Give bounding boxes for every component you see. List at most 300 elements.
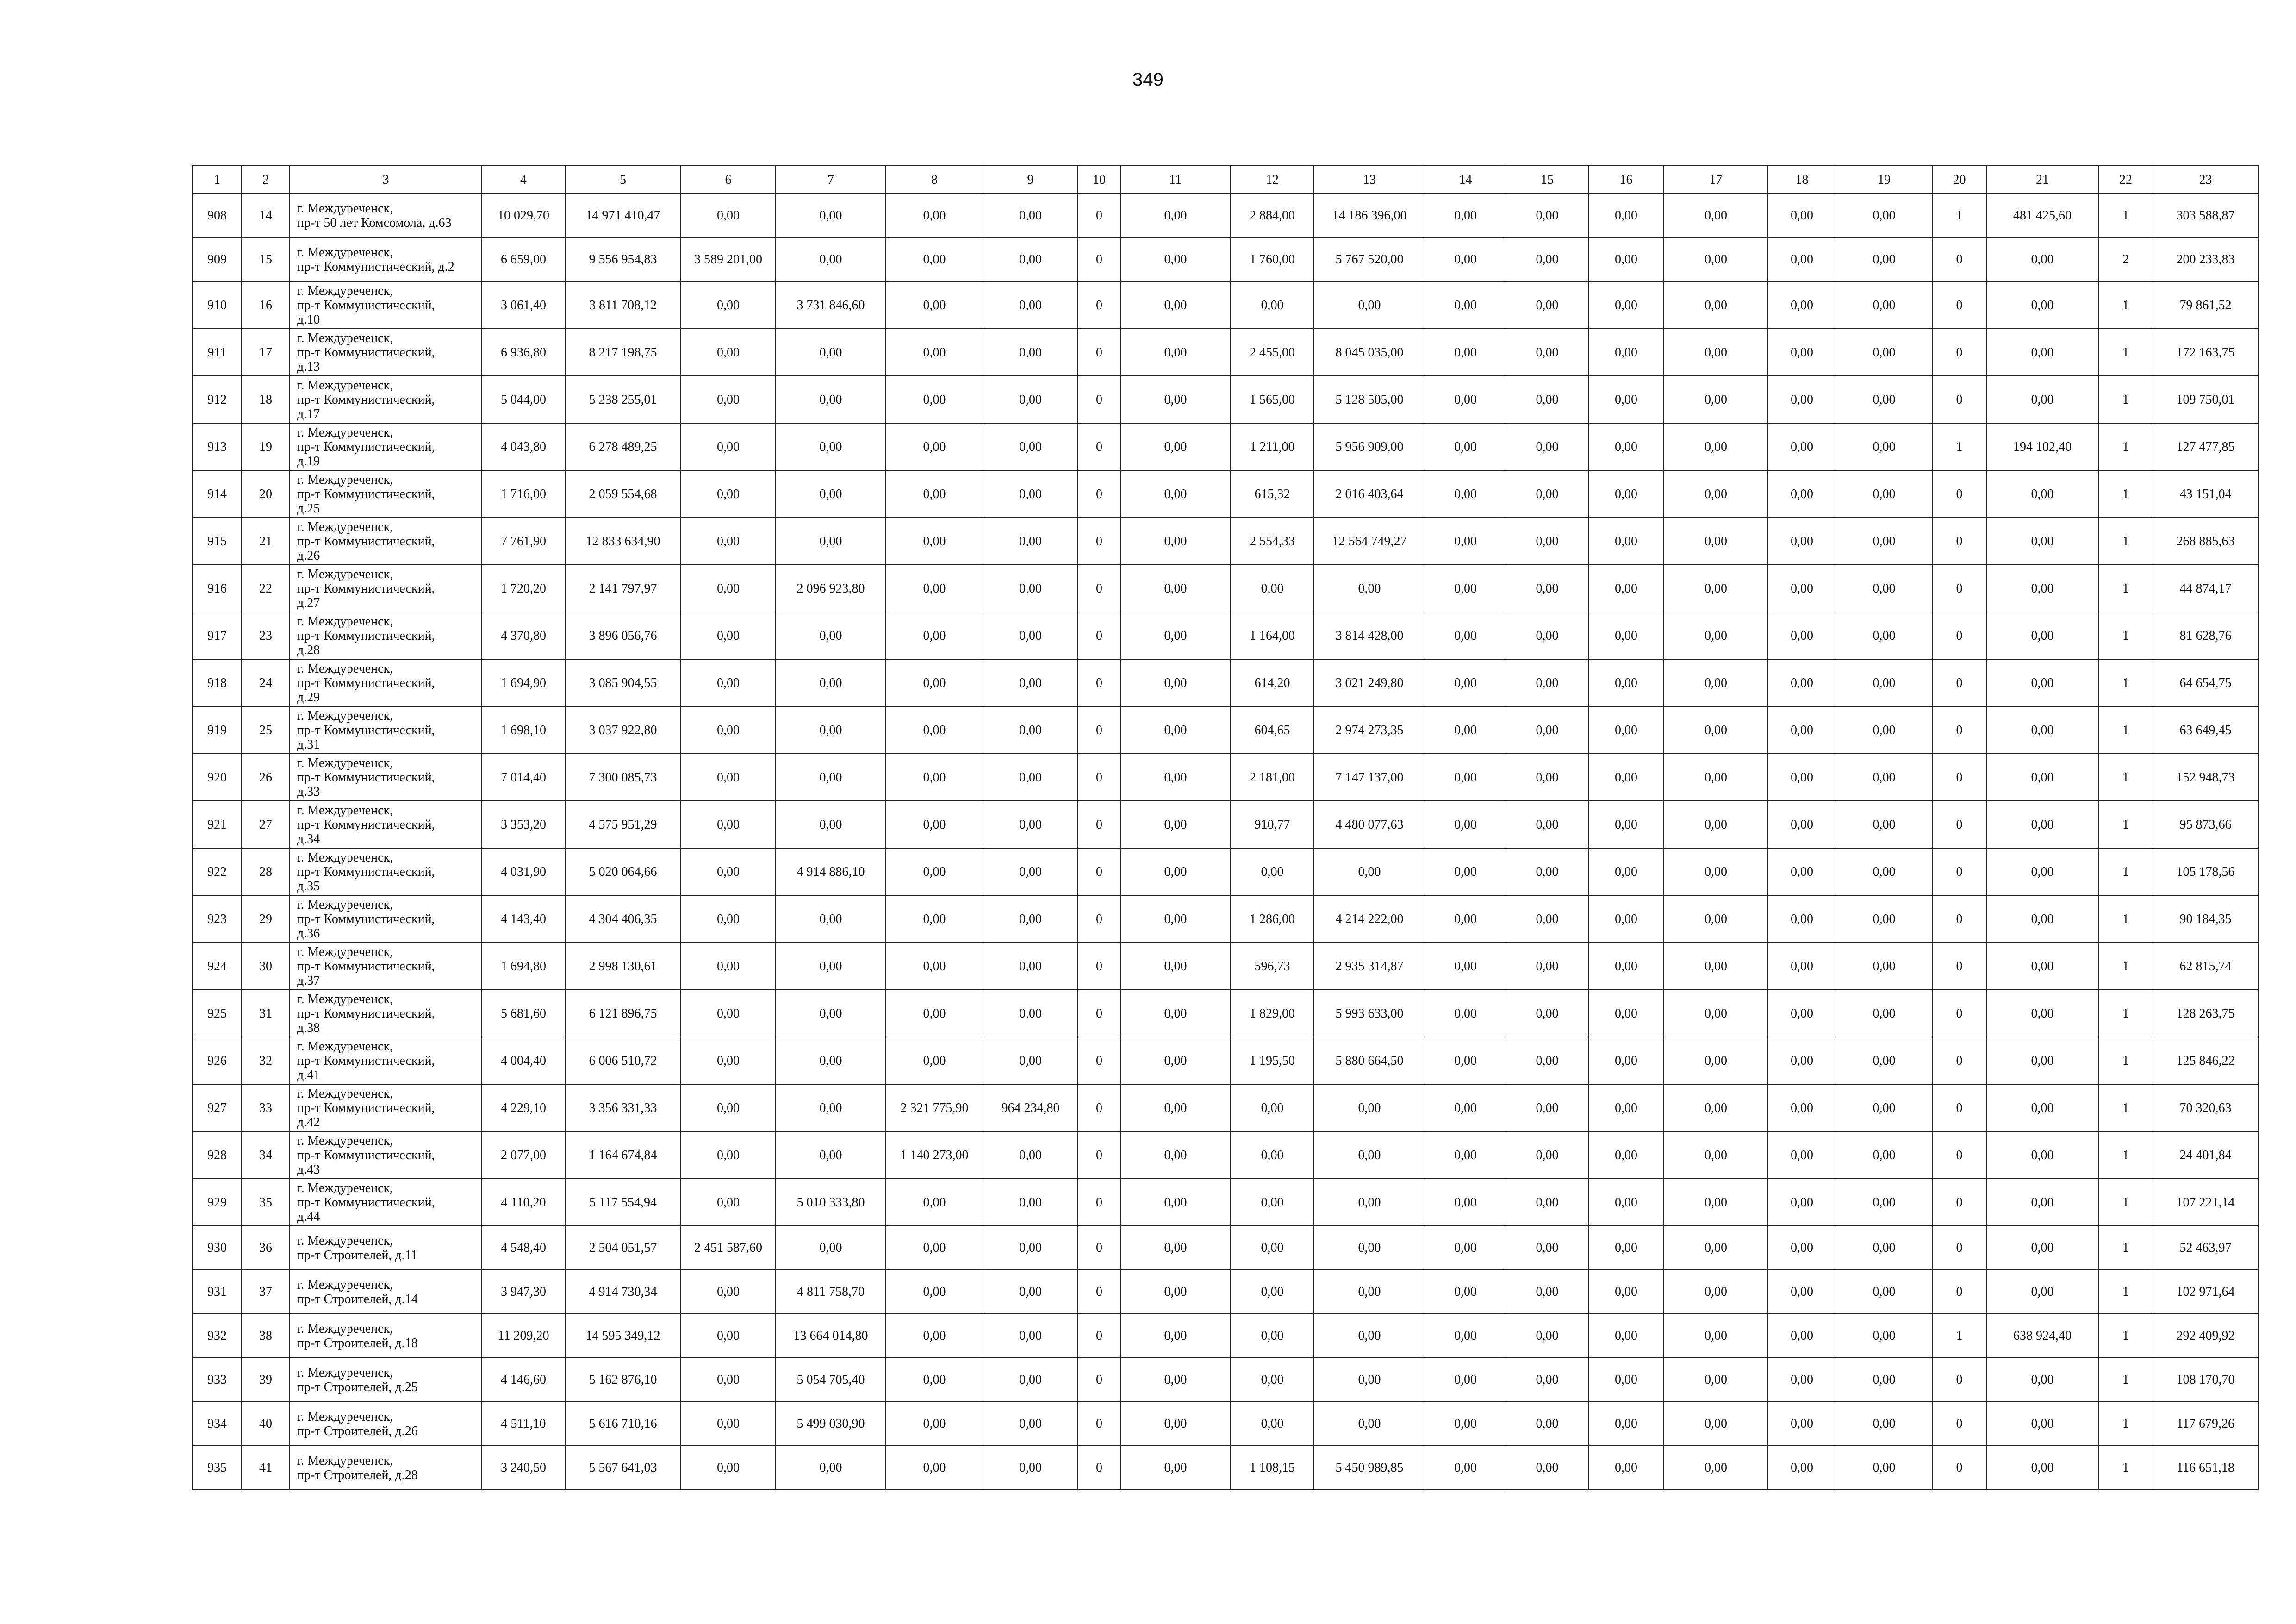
- table-row: [193, 237, 2258, 281]
- table-cell: 0,00: [886, 754, 983, 801]
- table-cell: 0,00: [886, 801, 983, 848]
- table-cell: 31: [242, 990, 290, 1037]
- table-cell: 0,00: [1120, 329, 1231, 376]
- table-cell: 1: [1932, 194, 1986, 237]
- address-line: пр-т Строителей, д.11: [297, 1248, 417, 1262]
- table-cell: 0,00: [1425, 237, 1506, 281]
- table-cell: 1: [2098, 659, 2153, 706]
- table-cell: 4 811 758,70: [776, 1270, 886, 1314]
- table-cell: 0,00: [1836, 848, 1932, 895]
- table-cell: 0,00: [1986, 612, 2098, 659]
- table-cell: 0,00: [1120, 754, 1231, 801]
- table-cell: 0,00: [1986, 376, 2098, 423]
- table-cell: 6 278 489,25: [565, 423, 681, 470]
- table-cell: 1 195,50: [1231, 1037, 1314, 1084]
- table-cell: 0,00: [1425, 1446, 1506, 1490]
- table-row: [193, 1446, 2258, 1490]
- table-cell: 0: [1078, 1037, 1120, 1084]
- table-cell: 0,00: [886, 329, 983, 376]
- table-cell: 0,00: [983, 990, 1078, 1037]
- table-cell: 0,00: [983, 895, 1078, 943]
- table-cell: 5 450 989,85: [1314, 1446, 1425, 1490]
- table-cell: 3 947,30: [482, 1270, 565, 1314]
- table-cell: 0,00: [1506, 612, 1588, 659]
- table-cell: 0,00: [1836, 754, 1932, 801]
- table-cell: 0,00: [1506, 1358, 1588, 1402]
- table-cell: 27: [242, 801, 290, 848]
- table-cell: 79 861,52: [2153, 281, 2258, 329]
- table-cell: 81 628,76: [2153, 612, 2258, 659]
- address-line: г. Междуреченск,: [297, 425, 393, 440]
- address-cell: [290, 848, 482, 895]
- address-cell: [290, 518, 482, 565]
- table-cell: 0: [1078, 1446, 1120, 1490]
- table-cell: 0: [1078, 565, 1120, 612]
- address-line: г. Междуреченск,: [297, 331, 393, 345]
- table-cell: 911: [193, 329, 242, 376]
- table-cell: 0,00: [1425, 1314, 1506, 1358]
- table-cell: 0,00: [983, 848, 1078, 895]
- table-cell: 921: [193, 801, 242, 848]
- table-cell: 1 286,00: [1231, 895, 1314, 943]
- table-cell: 1: [1932, 1314, 1986, 1358]
- table-cell: 0,00: [1314, 281, 1425, 329]
- column-header: 16: [1588, 166, 1664, 194]
- table-cell: 3 589 201,00: [681, 237, 776, 281]
- table-cell: 0: [1932, 1358, 1986, 1402]
- table-cell: 0,00: [1120, 1131, 1231, 1179]
- address-line: пр-т Коммунистический,: [297, 345, 435, 360]
- table-cell: 0,00: [1506, 281, 1588, 329]
- column-header: 19: [1836, 166, 1932, 194]
- table-row: [193, 423, 2258, 470]
- table-cell: 0,00: [681, 1131, 776, 1179]
- table-cell: 0,00: [1314, 1179, 1425, 1226]
- table-cell: 0,00: [1986, 1037, 2098, 1084]
- table-cell: 0,00: [1588, 237, 1664, 281]
- table-cell: 0,00: [681, 659, 776, 706]
- table-cell: 0,00: [776, 194, 886, 237]
- table-cell: 0,00: [1836, 1226, 1932, 1270]
- address-line: пр-т Коммунистический,: [297, 392, 435, 407]
- address-cell: [290, 1226, 482, 1270]
- table-row: [193, 1226, 2258, 1270]
- table-cell: 2 998 130,61: [565, 943, 681, 990]
- column-header: 1: [193, 166, 242, 194]
- table-cell: 0,00: [1425, 1037, 1506, 1084]
- address-line: пр-т Коммунистический, д.2: [297, 259, 454, 274]
- address-line: пр-т 50 лет Комсомола, д.63: [297, 215, 452, 230]
- table-cell: 916: [193, 565, 242, 612]
- table-cell: 44 874,17: [2153, 565, 2258, 612]
- table-cell: 0,00: [1986, 1179, 2098, 1226]
- table-cell: 0,00: [886, 659, 983, 706]
- table-cell: 8 217 198,75: [565, 329, 681, 376]
- table-cell: 0,00: [1506, 1179, 1588, 1226]
- table-cell: 6 006 510,72: [565, 1037, 681, 1084]
- table-cell: 3 356 331,33: [565, 1084, 681, 1131]
- table-cell: 0: [1932, 237, 1986, 281]
- table-row: [193, 1179, 2258, 1226]
- table-cell: 0: [1932, 801, 1986, 848]
- table-cell: 0,00: [1231, 565, 1314, 612]
- address-line: д.10: [297, 312, 320, 327]
- address-line: д.37: [297, 973, 320, 988]
- table-cell: 0,00: [1231, 1179, 1314, 1226]
- table-cell: 930: [193, 1226, 242, 1270]
- address-line: г. Междуреченск,: [297, 245, 393, 260]
- address-cell: [290, 470, 482, 518]
- table-cell: 0,00: [1120, 281, 1231, 329]
- column-header: 18: [1768, 166, 1836, 194]
- table-cell: 0,00: [1986, 1131, 2098, 1179]
- table-row: [193, 565, 2258, 612]
- table-cell: 0: [1932, 1179, 1986, 1226]
- table-cell: 2 451 587,60: [681, 1226, 776, 1270]
- table-cell: 0,00: [1836, 659, 1932, 706]
- table-cell: 0,00: [886, 1358, 983, 1402]
- address-line: пр-т Коммунистический,: [297, 439, 435, 454]
- table-cell: 117 679,26: [2153, 1402, 2258, 1446]
- table-cell: 0: [1078, 1226, 1120, 1270]
- table-cell: 0: [1078, 1179, 1120, 1226]
- table-cell: 0,00: [1664, 706, 1768, 754]
- table-cell: 0,00: [1120, 1179, 1231, 1226]
- address-line: пр-т Строителей, д.26: [297, 1424, 418, 1438]
- table-cell: 0,00: [983, 943, 1078, 990]
- table-cell: 0,00: [776, 1226, 886, 1270]
- table-cell: 1: [1932, 423, 1986, 470]
- table-cell: 0,00: [1425, 194, 1506, 237]
- table-cell: 0,00: [1314, 565, 1425, 612]
- column-header: 7: [776, 166, 886, 194]
- column-header: 17: [1664, 166, 1768, 194]
- table-cell: 0,00: [1836, 1446, 1932, 1490]
- table-cell: 931: [193, 1270, 242, 1314]
- table-cell: 0,00: [983, 1314, 1078, 1358]
- table-cell: 0,00: [1836, 1402, 1932, 1446]
- table-cell: 0,00: [1768, 754, 1836, 801]
- table-cell: 0,00: [983, 1131, 1078, 1179]
- table-cell: 4 548,40: [482, 1226, 565, 1270]
- table-cell: 1 211,00: [1231, 423, 1314, 470]
- table-cell: 292 409,92: [2153, 1314, 2258, 1358]
- table-cell: 0,00: [1506, 801, 1588, 848]
- table-cell: 0,00: [1588, 565, 1664, 612]
- table-cell: 0,00: [1664, 237, 1768, 281]
- table-row: [193, 1037, 2258, 1084]
- table-cell: 0,00: [1120, 237, 1231, 281]
- address-cell: [290, 1446, 482, 1490]
- table-cell: 0,00: [776, 895, 886, 943]
- table-cell: 0,00: [681, 754, 776, 801]
- table-cell: 1: [2098, 376, 2153, 423]
- table-cell: 0,00: [1986, 848, 2098, 895]
- table-cell: 604,65: [1231, 706, 1314, 754]
- table-cell: 3 085 904,55: [565, 659, 681, 706]
- table-cell: 910,77: [1231, 801, 1314, 848]
- table-cell: 0,00: [1588, 848, 1664, 895]
- table-row: [193, 194, 2258, 237]
- table-cell: 0,00: [886, 1037, 983, 1084]
- table-cell: 0,00: [1425, 565, 1506, 612]
- table-cell: 63 649,45: [2153, 706, 2258, 754]
- table-row: [193, 943, 2258, 990]
- table-cell: 0,00: [983, 194, 1078, 237]
- table-cell: 34: [242, 1131, 290, 1179]
- table-cell: 0: [1078, 329, 1120, 376]
- table-cell: 109 750,01: [2153, 376, 2258, 423]
- table-cell: 6 936,80: [482, 329, 565, 376]
- table-cell: 1 108,15: [1231, 1446, 1314, 1490]
- table-cell: 4 511,10: [482, 1402, 565, 1446]
- table-cell: 0,00: [776, 1446, 886, 1490]
- table-cell: 0,00: [886, 1270, 983, 1314]
- table-cell: 0,00: [1120, 1446, 1231, 1490]
- table-cell: 0,00: [1120, 1037, 1231, 1084]
- table-cell: 1 829,00: [1231, 990, 1314, 1037]
- table-cell: 0,00: [681, 1314, 776, 1358]
- table-cell: 928: [193, 1131, 242, 1179]
- table-cell: 0,00: [1986, 1270, 2098, 1314]
- table-cell: 52 463,97: [2153, 1226, 2258, 1270]
- table-cell: 0,00: [1768, 612, 1836, 659]
- table-cell: 70 320,63: [2153, 1084, 2258, 1131]
- table-cell: 920: [193, 754, 242, 801]
- table-cell: 19: [242, 423, 290, 470]
- column-header: 10: [1078, 166, 1120, 194]
- table-cell: 0: [1078, 1270, 1120, 1314]
- table-cell: 0,00: [1120, 990, 1231, 1037]
- table-cell: 0,00: [1836, 470, 1932, 518]
- table-cell: 0,00: [1836, 376, 1932, 423]
- address-line: пр-т Коммунистический,: [297, 298, 435, 312]
- table-cell: 0,00: [1768, 943, 1836, 990]
- table-cell: 2 455,00: [1231, 329, 1314, 376]
- table-row: [193, 754, 2258, 801]
- table-cell: 0,00: [1588, 1037, 1664, 1084]
- table-cell: 1 140 273,00: [886, 1131, 983, 1179]
- table-cell: 1 164,00: [1231, 612, 1314, 659]
- address-cell: [290, 423, 482, 470]
- table-cell: 0,00: [1986, 237, 2098, 281]
- address-cell: [290, 1131, 482, 1179]
- table-cell: 1 720,20: [482, 565, 565, 612]
- table-cell: 0,00: [1425, 659, 1506, 706]
- table-cell: 4 110,20: [482, 1179, 565, 1226]
- table-cell: 0,00: [983, 1037, 1078, 1084]
- table-cell: 0: [1078, 659, 1120, 706]
- table-cell: 615,32: [1231, 470, 1314, 518]
- address-line: д.31: [297, 737, 320, 752]
- table-cell: 933: [193, 1358, 242, 1402]
- table-cell: 1 760,00: [1231, 237, 1314, 281]
- address-cell: [290, 376, 482, 423]
- table-cell: 0: [1932, 895, 1986, 943]
- column-header: 13: [1314, 166, 1425, 194]
- table-cell: 1: [2098, 281, 2153, 329]
- table-cell: 0,00: [1664, 1131, 1768, 1179]
- table-cell: 0,00: [681, 423, 776, 470]
- table-cell: 919: [193, 706, 242, 754]
- table-cell: 12 564 749,27: [1314, 518, 1425, 565]
- table-cell: 1: [2098, 1226, 2153, 1270]
- table-cell: 3 021 249,80: [1314, 659, 1425, 706]
- table-cell: 0,00: [1120, 1270, 1231, 1314]
- table-cell: 95 873,66: [2153, 801, 2258, 848]
- table-cell: 0,00: [1425, 754, 1506, 801]
- table-cell: 0,00: [886, 1226, 983, 1270]
- address-line: пр-т Коммунистический,: [297, 770, 435, 785]
- table-cell: 12 833 634,90: [565, 518, 681, 565]
- table-cell: 0,00: [983, 237, 1078, 281]
- table-cell: 0: [1078, 1402, 1120, 1446]
- table-cell: 0,00: [1768, 990, 1836, 1037]
- address-line: д.27: [297, 595, 320, 610]
- table-cell: 0,00: [1231, 1402, 1314, 1446]
- table-cell: 0,00: [1314, 1131, 1425, 1179]
- table-cell: 0,00: [681, 194, 776, 237]
- address-line: г. Междуреченск,: [297, 1086, 393, 1101]
- address-cell: [290, 565, 482, 612]
- table-cell: 0: [1078, 237, 1120, 281]
- table-row: [193, 329, 2258, 376]
- table-cell: 0: [1932, 706, 1986, 754]
- table-cell: 2 096 923,80: [776, 565, 886, 612]
- table-cell: 5 044,00: [482, 376, 565, 423]
- address-cell: [290, 612, 482, 659]
- table-cell: 0,00: [1425, 470, 1506, 518]
- table-cell: 41: [242, 1446, 290, 1490]
- table-cell: 0,00: [1588, 1358, 1664, 1402]
- table-cell: 4 143,40: [482, 895, 565, 943]
- table-cell: 0,00: [1425, 423, 1506, 470]
- table-cell: 0: [1932, 754, 1986, 801]
- address-line: г. Междуреченск,: [297, 201, 393, 216]
- table-cell: 0,00: [1314, 1270, 1425, 1314]
- table-cell: 0,00: [1836, 237, 1932, 281]
- table-cell: 0,00: [1506, 659, 1588, 706]
- table-row: [193, 1358, 2258, 1402]
- table-cell: 0,00: [1314, 1226, 1425, 1270]
- table-cell: 4 575 951,29: [565, 801, 681, 848]
- table-cell: 6 121 896,75: [565, 990, 681, 1037]
- table-cell: 0,00: [1314, 1358, 1425, 1402]
- address-line: пр-т Коммунистический,: [297, 912, 435, 926]
- table-cell: 0,00: [1425, 1226, 1506, 1270]
- table-cell: 0,00: [1768, 1270, 1836, 1314]
- table-cell: 0,00: [1425, 376, 1506, 423]
- table-row: [193, 281, 2258, 329]
- table-cell: 0: [1078, 376, 1120, 423]
- table-cell: 0,00: [1836, 1037, 1932, 1084]
- address-cell: [290, 1402, 482, 1446]
- table-cell: 0,00: [1664, 754, 1768, 801]
- table-cell: 0,00: [681, 895, 776, 943]
- table-cell: 0: [1078, 1358, 1120, 1402]
- table-cell: 0,00: [1664, 848, 1768, 895]
- table-cell: 0,00: [983, 754, 1078, 801]
- table-cell: 0,00: [1768, 1446, 1836, 1490]
- address-line: пр-т Коммунистический,: [297, 1148, 435, 1162]
- table-cell: 0,00: [1836, 612, 1932, 659]
- table-cell: 0: [1932, 565, 1986, 612]
- table-cell: 0,00: [1588, 423, 1664, 470]
- table-cell: 0,00: [1588, 754, 1664, 801]
- address-line: д.44: [297, 1209, 320, 1224]
- table-cell: 0: [1078, 801, 1120, 848]
- table-cell: 127 477,85: [2153, 423, 2258, 470]
- table-cell: 0: [1078, 612, 1120, 659]
- table-cell: 14 595 349,12: [565, 1314, 681, 1358]
- table-cell: 0: [1078, 895, 1120, 943]
- address-line: д.34: [297, 831, 320, 846]
- table-cell: 0,00: [1588, 990, 1664, 1037]
- table-cell: 1: [2098, 194, 2153, 237]
- table-cell: 0,00: [681, 470, 776, 518]
- address-line: г. Междуреченск,: [297, 567, 393, 581]
- table-cell: 40: [242, 1402, 290, 1446]
- address-line: г. Междуреченск,: [297, 756, 393, 770]
- table-cell: 3 240,50: [482, 1446, 565, 1490]
- table-cell: 910: [193, 281, 242, 329]
- address-line: г. Междуреченск,: [297, 1181, 393, 1195]
- table-cell: 0,00: [1506, 706, 1588, 754]
- table-row: [193, 470, 2258, 518]
- table-cell: 0,00: [1231, 1084, 1314, 1131]
- address-line: г. Междуреченск,: [297, 1039, 393, 1054]
- address-line: пр-т Строителей, д.28: [297, 1468, 418, 1482]
- table-cell: 1: [2098, 1402, 2153, 1446]
- address-line: д.42: [297, 1115, 320, 1130]
- table-cell: 0,00: [1588, 281, 1664, 329]
- table-cell: 0,00: [1506, 1402, 1588, 1446]
- table-cell: 0,00: [1768, 1084, 1836, 1131]
- table-cell: 18: [242, 376, 290, 423]
- table-cell: 5 162 876,10: [565, 1358, 681, 1402]
- table-cell: 0: [1932, 1402, 1986, 1446]
- table-cell: 0,00: [1588, 1270, 1664, 1314]
- address-line: д.41: [297, 1068, 320, 1082]
- table-cell: 0,00: [983, 659, 1078, 706]
- table-cell: 0,00: [983, 518, 1078, 565]
- table-cell: 0,00: [1768, 1314, 1836, 1358]
- table-cell: 2 321 775,90: [886, 1084, 983, 1131]
- table-cell: 0,00: [1314, 1402, 1425, 1446]
- address-line: пр-т Коммунистический,: [297, 1100, 435, 1115]
- table-row: [193, 895, 2258, 943]
- address-line: пр-т Строителей, д.18: [297, 1336, 418, 1350]
- table-cell: 0,00: [983, 1446, 1078, 1490]
- table-cell: 5 499 030,90: [776, 1402, 886, 1446]
- address-line: г. Междуреченск,: [297, 850, 393, 865]
- table-cell: 1 694,80: [482, 943, 565, 990]
- table-cell: 5 956 909,00: [1314, 423, 1425, 470]
- table-cell: 0,00: [1506, 1314, 1588, 1358]
- table-cell: 0: [1078, 423, 1120, 470]
- table-row: [193, 1402, 2258, 1446]
- table-cell: 0,00: [1986, 565, 2098, 612]
- table-cell: 14: [242, 194, 290, 237]
- address-cell: [290, 659, 482, 706]
- table-cell: 0,00: [681, 801, 776, 848]
- table-cell: 0,00: [1588, 1446, 1664, 1490]
- table-cell: 0,00: [1314, 848, 1425, 895]
- table-cell: 0,00: [776, 376, 886, 423]
- table-cell: 0,00: [1425, 990, 1506, 1037]
- table-row: [193, 1084, 2258, 1131]
- table-cell: 2 059 554,68: [565, 470, 681, 518]
